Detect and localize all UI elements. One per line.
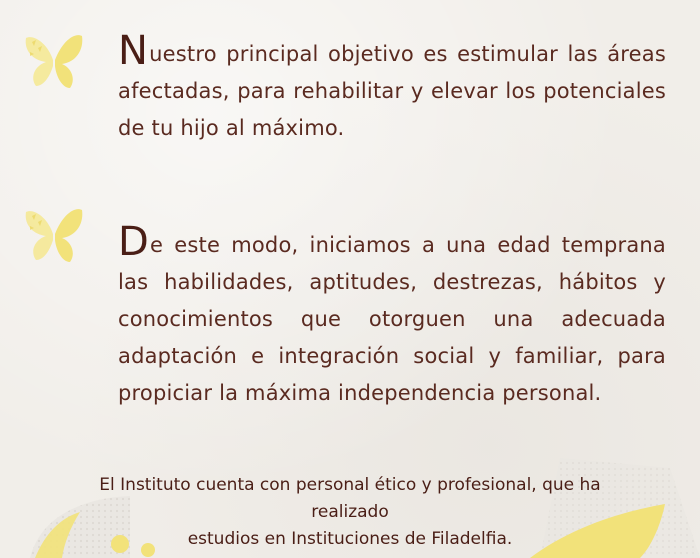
footer-line: estudios en Instituciones de Filadelfia. [187,529,513,549]
paragraph-text: uestro principal objetivo es estimular las áreas afectadas, para rehabilitar y elevar los potenciales de tu hijo al máximo. [118,42,666,140]
butterfly-icon [22,30,84,92]
footer-note [60,472,640,553]
footer-line: El Instituto cuenta con personal ético y profesional, que ha realizado [99,475,601,522]
paragraph-text: e este modo, iniciamos a una edad temprana las habilidades, aptitudes, destrezas, hábitos y conocimientos que otorguen una adecuada adaptación e integración social y familiar, para propiciar la máxima independencia personal. [118,233,666,405]
butterfly-icon [22,204,84,266]
method-paragraph [118,219,666,412]
dropcap: N [118,28,149,74]
objective-paragraph [118,28,666,147]
dropcap: D [118,219,150,265]
